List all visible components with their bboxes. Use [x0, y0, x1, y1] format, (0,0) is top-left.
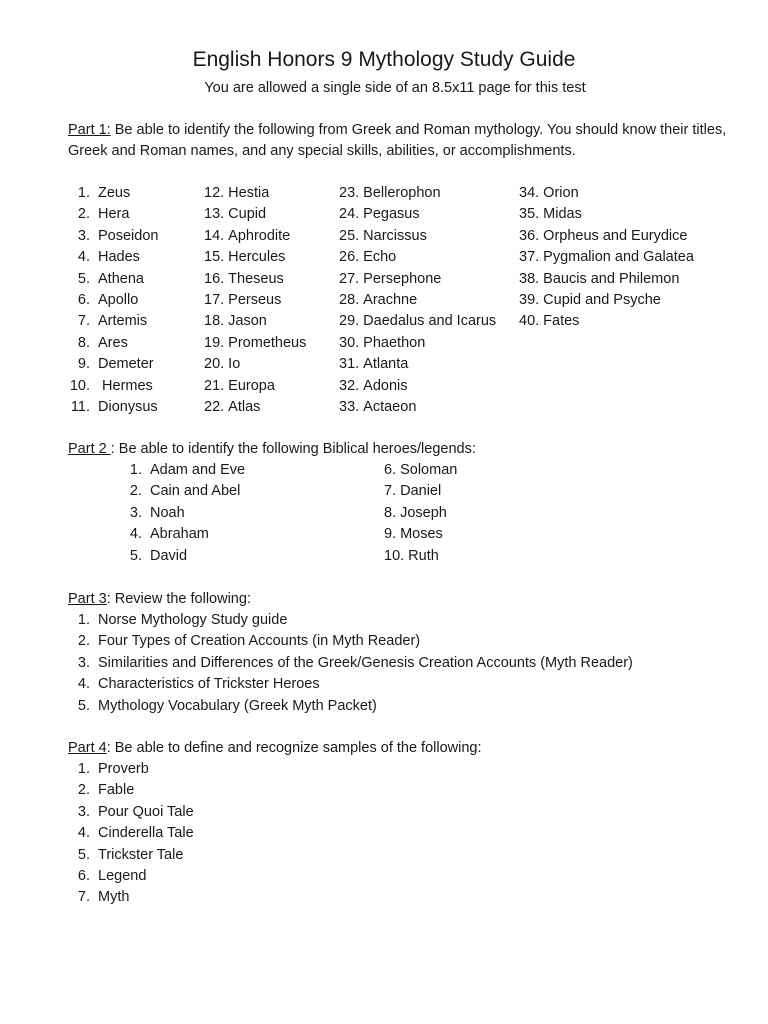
part1-column-4 — [519, 183, 694, 333]
list-item-number: 36. — [519, 227, 540, 244]
list-item-text: Abraham — [150, 526, 209, 543]
list-item — [68, 247, 158, 268]
list-item — [519, 290, 694, 311]
list-item-number: 1. — [77, 761, 90, 777]
list-item — [68, 226, 158, 247]
list-item-number: 8. — [384, 504, 397, 521]
list-item — [120, 503, 245, 524]
list-item — [204, 397, 306, 418]
list-item-number: 19. — [204, 334, 225, 351]
list-item-number: 6. — [77, 868, 90, 885]
list-item — [204, 226, 306, 247]
list-item-text: Demeter — [98, 356, 154, 373]
list-item — [68, 845, 194, 866]
document-title: English Honors 9 Mythology Study Guide — [192, 48, 576, 71]
list-item-text: Orion — [543, 185, 579, 201]
list-item-number: 37. — [519, 249, 540, 266]
part1-column-2 — [204, 183, 306, 418]
list-item — [339, 183, 496, 204]
list-item-text: Phaethon — [363, 334, 426, 351]
list-item-number: 23. — [339, 185, 360, 201]
list-item — [204, 333, 306, 354]
part3-label: Part 3 — [68, 591, 107, 607]
list-item — [68, 780, 194, 801]
list-item — [68, 674, 633, 695]
list-item-text: Atlanta — [363, 356, 409, 373]
list-item-text: Pegasus — [363, 206, 420, 223]
list-item-number: 2. — [77, 782, 90, 799]
list-item-number: 20. — [204, 356, 225, 373]
list-item-number: 5. — [129, 547, 142, 564]
list-item-number: 2. — [129, 483, 142, 500]
list-item — [68, 333, 158, 354]
list-item-text: Daniel — [400, 483, 442, 500]
list-item — [339, 269, 496, 290]
list-item-text: Midas — [543, 206, 582, 223]
part4-list — [68, 759, 194, 909]
list-item-text: Io — [228, 356, 241, 373]
list-item — [384, 481, 457, 502]
list-item-number: 9. — [77, 356, 90, 373]
list-item — [339, 247, 496, 268]
list-item-number: 3. — [77, 227, 90, 244]
list-item-text: Baucis and Philemon — [543, 270, 680, 287]
list-item — [68, 397, 158, 418]
list-item-number: 30. — [339, 334, 360, 351]
part2-text: : Be able to identify the following Biblical heroes/legends: — [110, 441, 476, 457]
list-item — [68, 631, 633, 652]
list-item — [68, 354, 158, 375]
list-item — [339, 333, 496, 354]
list-item — [204, 290, 306, 311]
list-item-number: 7. — [384, 483, 397, 500]
list-item — [204, 247, 306, 268]
list-item-number: 39. — [519, 292, 540, 309]
list-item — [339, 397, 496, 418]
list-item-text: Dionysus — [98, 399, 158, 416]
list-item — [339, 226, 496, 247]
list-item — [339, 290, 496, 311]
part2-instructions — [68, 439, 758, 460]
part3-list — [68, 610, 633, 717]
list-item-text: Athena — [98, 270, 144, 287]
list-item — [68, 759, 194, 780]
list-item-number: 3. — [77, 654, 90, 671]
list-item-number: 25. — [339, 227, 360, 244]
list-item-number: 17. — [204, 292, 225, 309]
list-item-text: Fates — [543, 313, 580, 330]
list-item — [339, 311, 496, 332]
part4-instructions — [68, 738, 758, 759]
list-item — [384, 546, 457, 567]
list-item-text: Adonis — [363, 377, 408, 394]
list-item — [68, 376, 158, 397]
list-item-text: Hercules — [228, 249, 286, 266]
list-item — [68, 610, 633, 631]
list-item-number: 4. — [129, 526, 142, 543]
part3-text: : Review the following: — [106, 591, 251, 607]
list-item-text: Proverb — [98, 761, 149, 777]
list-item-number: 34. — [519, 185, 540, 201]
list-item-text: Prometheus — [228, 334, 307, 351]
list-item-number: 2. — [77, 633, 90, 650]
list-item-text: Hermes — [98, 377, 153, 394]
list-item-text: Pygmalion and Galatea — [543, 249, 694, 266]
part2-label: Part 2 — [68, 441, 111, 457]
list-item-text: David — [150, 547, 188, 564]
list-item — [204, 204, 306, 225]
list-item-text: Apollo — [98, 292, 139, 309]
list-item-text: Cupid and Psyche — [543, 292, 661, 309]
document-subtitle: You are allowed a single side of an 8.5x11 page for this test — [204, 80, 586, 96]
part1-text: Be able to identify the following from Greek and Roman mythology. You should know their titles, Greek and Roman names, and any special skills, abilities, or accomplishments. — [68, 122, 727, 159]
list-item-text: Atlas — [228, 399, 261, 416]
list-item-number: 26. — [339, 249, 360, 266]
list-item-number: 5. — [77, 697, 90, 714]
list-item-text: Orpheus and Eurydice — [543, 227, 688, 244]
part1-column-3 — [339, 183, 496, 418]
list-item — [68, 887, 194, 908]
list-item-text: Perseus — [228, 292, 282, 309]
list-item-text: Hera — [98, 206, 130, 223]
part1-instructions — [68, 120, 758, 162]
list-item — [68, 802, 194, 823]
list-item — [519, 204, 694, 225]
list-item-number: 8. — [77, 334, 90, 351]
list-item-text: Ruth — [408, 547, 439, 564]
list-item-text: Joseph — [400, 504, 447, 521]
list-item — [68, 204, 158, 225]
list-item — [120, 460, 245, 481]
list-item-number: 16. — [204, 270, 225, 287]
list-item — [519, 311, 694, 332]
list-item-text: Artemis — [98, 313, 148, 330]
list-item-text: Europa — [228, 377, 275, 394]
list-item-number: 28. — [339, 292, 360, 309]
part1-column-1 — [68, 183, 158, 418]
list-item — [339, 376, 496, 397]
list-item — [120, 546, 245, 567]
list-item — [384, 460, 457, 481]
list-item — [68, 866, 194, 887]
list-item-text: Bellerophon — [363, 185, 441, 201]
list-item — [120, 481, 245, 502]
list-item-text: Persephone — [363, 270, 442, 287]
list-item-number: 7. — [77, 313, 90, 330]
list-item-text: Aphrodite — [228, 227, 291, 244]
list-item-number: 29. — [339, 313, 360, 330]
list-item — [204, 311, 306, 332]
list-item-number: 13. — [204, 206, 225, 223]
list-item-number: 40. — [519, 313, 540, 330]
list-item-number: 5. — [77, 846, 90, 863]
list-item-number: 14. — [204, 227, 225, 244]
list-item-text: Jason — [228, 313, 267, 330]
list-item-number: 1. — [77, 185, 90, 201]
list-item-number: 10. — [69, 377, 90, 394]
list-item-number: 5. — [77, 270, 90, 287]
list-item-text: Similarities and Differences of the Greek/Genesis Creation Accounts (Myth Reader) — [98, 654, 633, 671]
list-item — [68, 183, 158, 204]
list-item-number: 10. — [384, 547, 405, 564]
list-item — [68, 311, 158, 332]
part4-label: Part 4 — [68, 740, 107, 756]
list-item-number: 33. — [339, 399, 360, 416]
list-item-number: 35. — [519, 206, 540, 223]
list-item-text: Pour Quoi Tale — [98, 803, 194, 820]
list-item-text: Mythology Vocabulary (Greek Myth Packet) — [98, 697, 377, 714]
list-item-number: 32. — [339, 377, 360, 394]
list-item-number: 2. — [77, 206, 90, 223]
list-item — [68, 290, 158, 311]
list-item-number: 4. — [77, 676, 90, 693]
list-item — [519, 226, 694, 247]
list-item — [519, 269, 694, 290]
list-item — [204, 354, 306, 375]
list-item — [68, 696, 633, 717]
part1-label: Part 1: — [68, 122, 111, 138]
list-item — [204, 376, 306, 397]
list-item-number: 22. — [204, 399, 225, 416]
list-item-number: 4. — [77, 825, 90, 842]
list-item-text: Hestia — [228, 185, 270, 201]
list-item — [339, 354, 496, 375]
list-item-number: 21. — [204, 377, 225, 394]
list-item-text: Poseidon — [98, 227, 159, 244]
list-item — [384, 503, 457, 524]
part4-text: : Be able to define and recognize samples of the following: — [106, 740, 482, 756]
list-item-text: Characteristics of Trickster Heroes — [98, 676, 320, 693]
list-item-text: Moses — [400, 526, 443, 543]
list-item-number: 1. — [129, 462, 142, 478]
list-item-text: Ares — [98, 334, 128, 351]
list-item — [384, 524, 457, 545]
list-item-text: Adam and Eve — [150, 462, 246, 478]
list-item — [68, 823, 194, 844]
list-item-text: Actaeon — [363, 399, 417, 416]
list-item-text: Soloman — [400, 462, 458, 478]
list-item-number: 1. — [77, 612, 90, 628]
list-item — [68, 653, 633, 674]
list-item-text: Zeus — [98, 185, 131, 201]
part3-instructions — [68, 589, 758, 610]
list-item-number: 4. — [77, 249, 90, 266]
list-item-number: 31. — [339, 356, 360, 373]
list-item-number: 15. — [204, 249, 225, 266]
list-item-text: Norse Mythology Study guide — [98, 612, 288, 628]
list-item-number: 6. — [77, 292, 90, 309]
list-item — [519, 247, 694, 268]
list-item-text: Myth — [98, 889, 130, 906]
list-item-text: Cinderella Tale — [98, 825, 194, 842]
list-item — [339, 204, 496, 225]
list-item-text: Cain and Abel — [150, 483, 241, 500]
list-item-text: Arachne — [363, 292, 418, 309]
list-item-text: Daedalus and Icarus — [363, 313, 497, 330]
part2-column-1 — [120, 460, 245, 567]
list-item-text: Legend — [98, 868, 147, 885]
list-item-text: Noah — [150, 504, 185, 521]
list-item — [68, 269, 158, 290]
list-item-number: 24. — [339, 206, 360, 223]
list-item-text: Echo — [363, 249, 397, 266]
list-item — [204, 269, 306, 290]
list-item — [519, 183, 694, 204]
list-item-number: 12. — [204, 185, 225, 201]
list-item-number: 18. — [204, 313, 225, 330]
list-item-number: 38. — [519, 270, 540, 287]
part2-column-2 — [384, 460, 457, 567]
list-item-text: Trickster Tale — [98, 846, 184, 863]
list-item-number: 9. — [384, 526, 397, 543]
list-item-number: 6. — [384, 462, 397, 478]
list-item-number: 11. — [70, 399, 90, 416]
list-item-number: 3. — [129, 504, 142, 521]
list-item-text: Cupid — [228, 206, 267, 223]
list-item-number: 7. — [77, 889, 90, 906]
list-item-text: Hades — [98, 249, 140, 266]
list-item-text: Theseus — [228, 270, 284, 287]
list-item — [204, 183, 306, 204]
list-item-text: Narcissus — [363, 227, 427, 244]
list-item-number: 3. — [77, 803, 90, 820]
list-item-text: Fable — [98, 782, 135, 799]
list-item — [120, 524, 245, 545]
list-item-number: 27. — [339, 270, 360, 287]
list-item-text: Four Types of Creation Accounts (in Myth Reader) — [98, 633, 421, 650]
